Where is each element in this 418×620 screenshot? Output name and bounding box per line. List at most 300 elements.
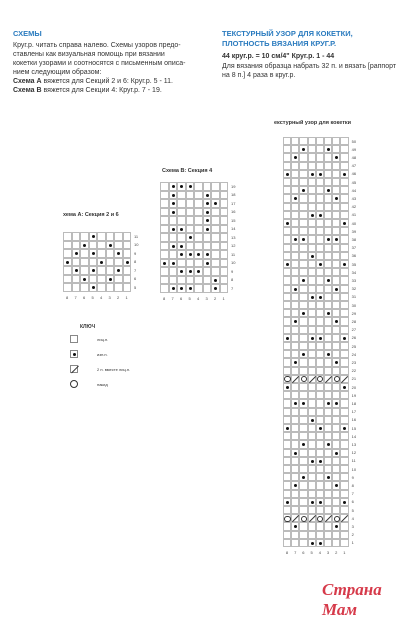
row-number: 19 [231, 183, 236, 189]
chart-cell [299, 342, 307, 350]
column-number: 2 [117, 294, 120, 300]
chart-cell [340, 416, 348, 424]
right-heading [222, 29, 353, 49]
column-number: 5 [91, 294, 94, 300]
purl-dot [319, 173, 322, 176]
row-number: 5 [134, 284, 137, 290]
chart-cell [340, 342, 348, 350]
chart-cell [299, 375, 307, 383]
chart-cell [177, 191, 186, 200]
purl-dot [100, 261, 103, 264]
chart-cell [316, 334, 324, 342]
chart-cell [177, 199, 186, 208]
chart-cell [97, 266, 106, 275]
chart-cell [283, 432, 291, 440]
chart-cell [308, 301, 316, 309]
chart-cell [114, 241, 123, 250]
chart-cell [291, 170, 299, 178]
row-number: 10 [134, 242, 139, 248]
chart-cell [308, 293, 316, 301]
chart-cell [340, 367, 348, 375]
chart-cell [299, 539, 307, 547]
row-number: 26 [351, 335, 357, 341]
chart-cell [299, 170, 307, 178]
chart-cell [291, 408, 299, 416]
chart-cell [308, 137, 316, 145]
chart-cell [332, 342, 340, 350]
chart-cell [283, 522, 291, 530]
chart-cell [332, 481, 340, 489]
purl-dot [189, 185, 192, 188]
chart-cell [194, 208, 203, 217]
purl-dot [343, 501, 346, 504]
chart-cell [194, 233, 203, 242]
chart-cell [316, 137, 324, 145]
purl-dot [335, 288, 338, 291]
chart-cell [340, 293, 348, 301]
purl-dot [109, 244, 112, 247]
key-knit-symbol [70, 335, 78, 343]
chart-cell [324, 178, 332, 186]
purl-dot [294, 361, 297, 364]
chart-cell [177, 267, 186, 276]
chart-cell [299, 137, 307, 145]
para-line: ставлены как визуальная помощь при вязании [13, 51, 165, 58]
chart-cell [324, 498, 332, 506]
chart-cell [283, 301, 291, 309]
purl-dot [311, 296, 314, 299]
column-number: 5 [188, 295, 191, 301]
chart-cell [316, 293, 324, 301]
chart-cell [340, 252, 348, 260]
purl-dot [92, 252, 95, 255]
row-number: 9 [351, 474, 354, 480]
chart-cell [324, 358, 332, 366]
chart-cell [308, 416, 316, 424]
row-number: 12 [351, 450, 357, 456]
purl-dot [319, 337, 322, 340]
row-number: 18 [231, 192, 236, 198]
chart-cell [324, 481, 332, 489]
chart-cell [316, 326, 324, 334]
purl-dot [172, 228, 175, 231]
chart-cell [316, 227, 324, 235]
key-yo-label: накид [97, 382, 108, 387]
purl-dot [335, 320, 338, 323]
chart-cell [332, 522, 340, 530]
key-k2tog-label: 2 п. вместе лиц.п. [97, 367, 131, 372]
chart-cell [340, 203, 348, 211]
chart-cell [220, 284, 229, 293]
chart-cell [332, 506, 340, 514]
purl-dot [206, 228, 209, 231]
chart-cell [340, 276, 348, 284]
chart-cell [308, 276, 316, 284]
row-number: 3 [351, 524, 354, 529]
chart-cell [324, 399, 332, 407]
chart-cell [97, 249, 106, 258]
row-number: 10 [231, 260, 236, 266]
chart-cell [160, 250, 169, 259]
chart-cell [332, 375, 340, 383]
sample-text [222, 62, 412, 80]
chart-cell [340, 449, 348, 457]
chart-cell [220, 250, 229, 259]
row-number: 11 [231, 251, 236, 257]
purl-dot [319, 263, 322, 266]
chart-cell [203, 225, 212, 234]
chart-cell [291, 342, 299, 350]
column-number: 2 [335, 550, 338, 555]
purl-dot [92, 286, 95, 289]
chart-cell [299, 211, 307, 219]
chart-cell [332, 285, 340, 293]
chart-cell [97, 258, 106, 267]
chart-cell [316, 514, 324, 522]
chart-cell [160, 267, 169, 276]
row-number: 16 [351, 417, 357, 423]
scheme-b-text: вяжется для Секции 4: Круг.р. 7 - 19. [41, 87, 162, 94]
chart-cell [332, 244, 340, 252]
scheme-a-line [13, 77, 213, 86]
chart-cell [299, 268, 307, 276]
purl-dot [319, 542, 322, 545]
chart-cell [324, 514, 332, 522]
chart-cell [160, 233, 169, 242]
chart-cell [169, 259, 178, 268]
chart-cell [72, 258, 81, 267]
purl-dot [319, 214, 322, 217]
chart-cell [160, 199, 169, 208]
chart-cell [283, 170, 291, 178]
chart-cell [211, 242, 220, 251]
chart-cell [340, 481, 348, 489]
purl-dot [311, 460, 314, 463]
chart-cell [211, 216, 220, 225]
chart-cell [123, 249, 132, 258]
chart-cell [332, 531, 340, 539]
chart-cell [211, 259, 220, 268]
purl-dot [126, 261, 129, 264]
chart-cell [63, 241, 72, 250]
chart-cell [283, 211, 291, 219]
chart-cell [186, 242, 195, 251]
chart-cell [169, 233, 178, 242]
chart-cell [324, 416, 332, 424]
chart-cell [114, 232, 123, 241]
left-heading: СХЕМЫ [13, 29, 42, 38]
chart-cell [194, 250, 203, 259]
chart-cell [332, 408, 340, 416]
purl-dot [327, 402, 330, 405]
chart-cell [106, 258, 115, 267]
chart-cell [308, 481, 316, 489]
chart-cell [123, 241, 132, 250]
column-number: 8 [163, 295, 166, 301]
purl-dot [302, 279, 305, 282]
column-number: 8 [285, 550, 289, 555]
chart-cell [80, 275, 89, 284]
chart-cell [299, 432, 307, 440]
chart-cell [332, 137, 340, 145]
chart-cell [332, 326, 340, 334]
chart-cell [283, 342, 291, 350]
chart-cell [340, 244, 348, 252]
chart-cell [308, 252, 316, 260]
chart-cell [308, 153, 316, 161]
chart-cell [324, 268, 332, 276]
chart-cell [316, 375, 324, 383]
chart-cell [340, 268, 348, 276]
k2tog-mark [292, 515, 299, 522]
chart-cell [203, 259, 212, 268]
chart-cell [340, 211, 348, 219]
chart-cell [299, 399, 307, 407]
chart-cell [283, 309, 291, 317]
chart-cell [283, 449, 291, 457]
purl-dot [189, 236, 192, 239]
chart-cell [291, 440, 299, 448]
chart-cell [324, 531, 332, 539]
chart-cell [316, 260, 324, 268]
purl-dot [302, 353, 305, 356]
chart-cell [316, 490, 324, 498]
chart-cell [299, 481, 307, 489]
row-number: 47 [351, 163, 357, 169]
chart-cell [123, 275, 132, 284]
yo-mark [334, 376, 340, 382]
chart-cell [283, 317, 291, 325]
chart-cell [324, 186, 332, 194]
chart-cell [203, 250, 212, 259]
chart-cell [324, 276, 332, 284]
chart-cell [316, 539, 324, 547]
row-number: 9 [231, 268, 234, 274]
purl-dot [311, 255, 314, 258]
chart-cell [332, 449, 340, 457]
chart-cell [89, 249, 98, 258]
right-heading-line2: ПЛОТНОСТЬ ВЯЗАНИЯ КРУГ.Р. [222, 39, 337, 48]
row-number: 34 [351, 269, 357, 275]
chart-cell [324, 350, 332, 358]
purl-dot [294, 525, 297, 528]
chart-cell [299, 317, 307, 325]
chart-cell [123, 283, 132, 292]
chart-cell [283, 465, 291, 473]
chart-cell [324, 391, 332, 399]
chart-cell [332, 260, 340, 268]
chart-cell [324, 317, 332, 325]
chart-cell [194, 267, 203, 276]
purl-dot [286, 501, 289, 504]
chart-cell [316, 219, 324, 227]
chart-cell [316, 449, 324, 457]
chart-cell [89, 275, 98, 284]
chart-cell [291, 293, 299, 301]
chart-cell [283, 285, 291, 293]
chart-cell [291, 375, 299, 383]
column-number: 1 [125, 294, 128, 300]
chart-cell [283, 424, 291, 432]
column-number: 6 [83, 294, 86, 300]
chart-cell [332, 490, 340, 498]
purl-dot [172, 185, 175, 188]
chart-cell [316, 317, 324, 325]
chart-cell [299, 350, 307, 358]
column-number: 2 [214, 295, 217, 301]
chart-c-title: екстурный узор для кокетки [274, 120, 352, 126]
chart-cell [291, 219, 299, 227]
chart-cell [299, 473, 307, 481]
chart-cell [283, 186, 291, 194]
chart-cell [340, 162, 348, 170]
chart-cell [63, 275, 72, 284]
chart-cell [203, 199, 212, 208]
chart-cell [316, 498, 324, 506]
chart-cell [63, 266, 72, 275]
yo-mark [334, 516, 340, 522]
purl-dot [286, 337, 289, 340]
chart-cell [299, 301, 307, 309]
purl-dot [343, 337, 346, 340]
chart-cell [211, 199, 220, 208]
row-number: 15 [231, 217, 236, 223]
chart-cell [291, 473, 299, 481]
chart-cell [106, 283, 115, 292]
chart-cell [332, 186, 340, 194]
purl-dot [335, 525, 338, 528]
k2tog-mark [309, 376, 316, 383]
chart-cell [332, 252, 340, 260]
chart-cell [340, 326, 348, 334]
row-number: 21 [351, 376, 357, 382]
column-number: 4 [318, 550, 321, 555]
chart-cell [291, 137, 299, 145]
chart-cell [63, 283, 72, 292]
chart-cell [340, 170, 348, 178]
chart-cell [97, 275, 106, 284]
chart-cell [169, 276, 178, 285]
chart-cell [291, 539, 299, 547]
chart-cell [316, 186, 324, 194]
chart-cell [299, 334, 307, 342]
purl-dot [302, 189, 305, 192]
chart-cell [97, 283, 106, 292]
chart-cell [299, 424, 307, 432]
para-line: Круг.р. читать справа налево. Схемы узоров предо- [13, 42, 181, 49]
chart-cell [340, 457, 348, 465]
chart-cell [283, 539, 291, 547]
chart-cell [332, 301, 340, 309]
row-number: 8 [134, 259, 137, 265]
chart-cell [308, 211, 316, 219]
chart-cell [299, 153, 307, 161]
chart-cell [89, 266, 98, 275]
chart-cell [160, 276, 169, 285]
chart-cell [169, 216, 178, 225]
row-number: 17 [231, 200, 236, 206]
chart-a-grid [63, 232, 145, 302]
chart-cell [283, 391, 291, 399]
chart-cell [299, 522, 307, 530]
chart-cell [220, 191, 229, 200]
chart-cell [283, 252, 291, 260]
chart-cell [324, 211, 332, 219]
chart-cell [324, 522, 332, 530]
purl-dot [327, 279, 330, 282]
purl-dot [197, 270, 200, 273]
row-number: 14 [351, 433, 357, 439]
chart-cell [283, 244, 291, 252]
chart-cell [340, 399, 348, 407]
chart-cell [89, 241, 98, 250]
chart-cell [291, 367, 299, 375]
chart-cell [169, 199, 178, 208]
chart-cell [340, 391, 348, 399]
chart-cell [332, 358, 340, 366]
chart-cell [332, 498, 340, 506]
sample-line: на 8 п.] 4 раза в круг.р. [222, 72, 296, 79]
chart-cell [340, 531, 348, 539]
chart-cell [308, 539, 316, 547]
chart-cell [97, 232, 106, 241]
chart-cell [332, 367, 340, 375]
row-number: 1 [351, 540, 354, 546]
chart-cell [283, 153, 291, 161]
chart-cell [316, 465, 324, 473]
chart-cell [63, 232, 72, 241]
chart-cell [316, 276, 324, 284]
chart-cell [283, 260, 291, 268]
chart-cell [324, 440, 332, 448]
chart-cell [220, 199, 229, 208]
chart-cell [160, 284, 169, 293]
row-number: 10 [351, 466, 357, 472]
chart-cell [72, 232, 81, 241]
chart-cell [332, 334, 340, 342]
chart-cell [332, 178, 340, 186]
row-number: 45 [351, 179, 357, 185]
chart-cell [340, 506, 348, 514]
scheme-a-text: вяжется для Секций 2 и 6: Круг.р. 5 - 11. [41, 78, 173, 85]
chart-cell [106, 249, 115, 258]
chart-cell [194, 216, 203, 225]
chart-cell [308, 244, 316, 252]
purl-dot [286, 263, 289, 266]
scheme-a-label: Схема А [13, 78, 42, 85]
k2tog-mark [325, 515, 332, 522]
chart-cell [291, 358, 299, 366]
chart-cell [283, 268, 291, 276]
chart-cell [316, 342, 324, 350]
column-number: 7 [74, 294, 77, 300]
purl-dot [66, 261, 69, 264]
chart-cell [308, 391, 316, 399]
purl-dot [327, 353, 330, 356]
chart-cell [186, 191, 195, 200]
chart-cell [299, 276, 307, 284]
chart-cell [299, 391, 307, 399]
chart-cell [308, 334, 316, 342]
chart-cell [308, 375, 316, 383]
chart-cell [299, 449, 307, 457]
chart-cell [283, 203, 291, 211]
chart-cell [211, 284, 220, 293]
scheme-b-line [13, 86, 213, 95]
chart-cell [194, 191, 203, 200]
chart-cell [177, 284, 186, 293]
row-number: 6 [351, 499, 354, 505]
